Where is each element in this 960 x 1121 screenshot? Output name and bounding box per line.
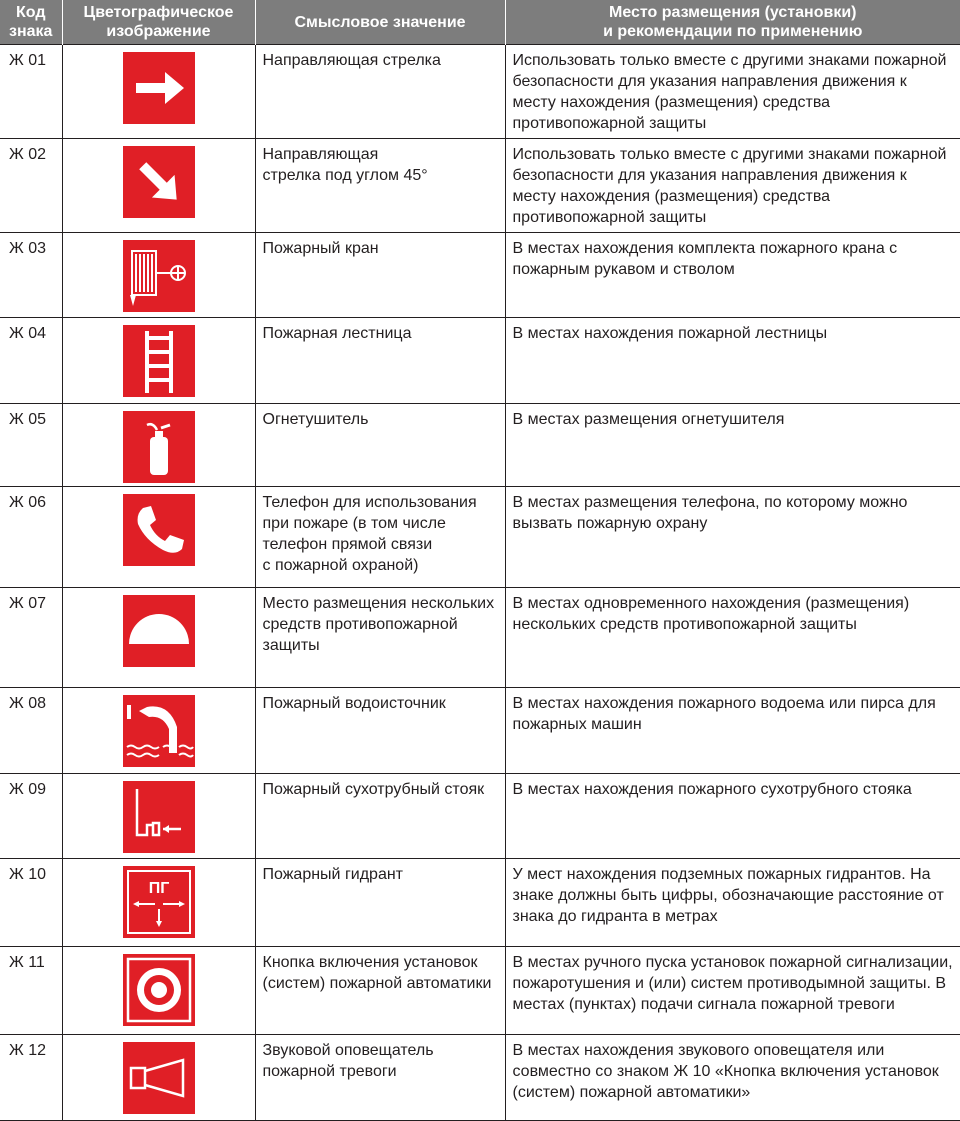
header-meaning: Смысловое значение (255, 0, 505, 45)
header-code: Код знака (0, 0, 62, 45)
sign-meaning: Место размещения нескольких средств противопожарной защиты (255, 588, 505, 688)
sign-usage: В местах размещения телефона, по которому можно вызвать пожарную охрану (505, 487, 960, 588)
sign-code: Ж 05 (0, 404, 62, 487)
sign-meaning: Звуковой оповещатель пожарной тревоги (255, 1035, 505, 1121)
sign-meaning: Пожарный сухотрубный стояк (255, 774, 505, 859)
table-row (0, 233, 960, 318)
half-circle-icon (123, 595, 195, 667)
sign-code: Ж 07 (0, 588, 62, 688)
sign-code: Ж 04 (0, 318, 62, 404)
sign-usage: В местах нахождения звукового оповещателя или совместно со знаком Ж 10 «Кнопка включения установок (систем) пожарной автоматики» (505, 1035, 960, 1121)
water-source-icon (123, 695, 195, 767)
sign-code: Ж 10 (0, 859, 62, 947)
table-row (0, 487, 960, 588)
sign-meaning: Пожарный гидрант (255, 859, 505, 947)
sign-code: Ж 08 (0, 688, 62, 774)
sign-meaning: Кнопка включения установок (систем) пожарной автоматики (255, 947, 505, 1035)
sign-meaning: Пожарный водоисточник (255, 688, 505, 774)
fire-hose-icon (123, 240, 195, 312)
hydrant-icon (123, 866, 195, 938)
sign-meaning: Направляющая стрелка под углом 45° (255, 139, 505, 233)
sign-usage: В местах размещения огнетушителя (505, 404, 960, 487)
hydrant-label: ПГ (148, 880, 169, 897)
extinguisher-icon (123, 411, 195, 483)
sign-usage: Использовать только вместе с другими знаками пожарной безопасности для указания направления движения к месту нахождения (размещения) средства противопожарной защиты (505, 139, 960, 233)
sign-usage: В местах нахождения комплекта пожарного крана с пожарным рукавом и стволом (505, 233, 960, 318)
sign-code: Ж 11 (0, 947, 62, 1035)
table-row (0, 774, 960, 859)
phone-icon (123, 494, 195, 566)
sign-usage: В местах ручного пуска установок пожарной сигнализации, пожаротушения и (или) систем противодымной защиты. В местах (пунктах) подачи сигнала пожарной тревоги (505, 947, 960, 1035)
arrow-diagonal-icon (123, 146, 195, 218)
table-row (0, 404, 960, 487)
sign-meaning: Пожарная лестница (255, 318, 505, 404)
sign-usage: В местах нахождения пожарного сухотрубного стояка (505, 774, 960, 859)
sign-usage: В местах нахождения пожарного водоема или пирса для пожарных машин (505, 688, 960, 774)
alarm-button-icon (123, 954, 195, 1026)
table-row (0, 947, 960, 1035)
table-row (0, 45, 960, 139)
sign-usage: У мест нахождения подземных пожарных гидрантов. На знаке должны быть цифры, обозначающие расстояние от знака до гидранта в метрах (505, 859, 960, 947)
arrow-right-icon (123, 52, 195, 124)
sign-code: Ж 03 (0, 233, 62, 318)
header-image: Цветографическое изображение (62, 0, 255, 45)
header-usage: Место размещения (установки) и рекомендации по применению (505, 0, 960, 45)
sign-code: Ж 02 (0, 139, 62, 233)
table-row (0, 318, 960, 404)
dry-pipe-icon (123, 781, 195, 853)
sign-code: Ж 09 (0, 774, 62, 859)
sign-code: Ж 06 (0, 487, 62, 588)
sign-meaning: Телефон для использования при пожаре (в том числе телефон прямой связи с пожарной охраной) (255, 487, 505, 588)
sign-usage: Использовать только вместе с другими знаками пожарной безопасности для указания направления движения к месту нахождения (размещения) средства противопожарной защиты (505, 45, 960, 139)
sign-code: Ж 12 (0, 1035, 62, 1121)
sign-usage: В местах одновременного нахождения (размещения) нескольких средств противопожарной защиты (505, 588, 960, 688)
table-row (0, 139, 960, 233)
table-row (0, 588, 960, 688)
header-row (0, 0, 960, 45)
horn-icon (123, 1042, 195, 1114)
sign-meaning: Пожарный кран (255, 233, 505, 318)
table-row (0, 688, 960, 774)
table-row (0, 859, 960, 947)
sign-code: Ж 01 (0, 45, 62, 139)
table-row (0, 1035, 960, 1121)
sign-usage: В местах нахождения пожарной лестницы (505, 318, 960, 404)
ladder-icon (123, 325, 195, 397)
sign-meaning: Огнетушитель (255, 404, 505, 487)
sign-meaning: Направляющая стрелка (255, 45, 505, 139)
